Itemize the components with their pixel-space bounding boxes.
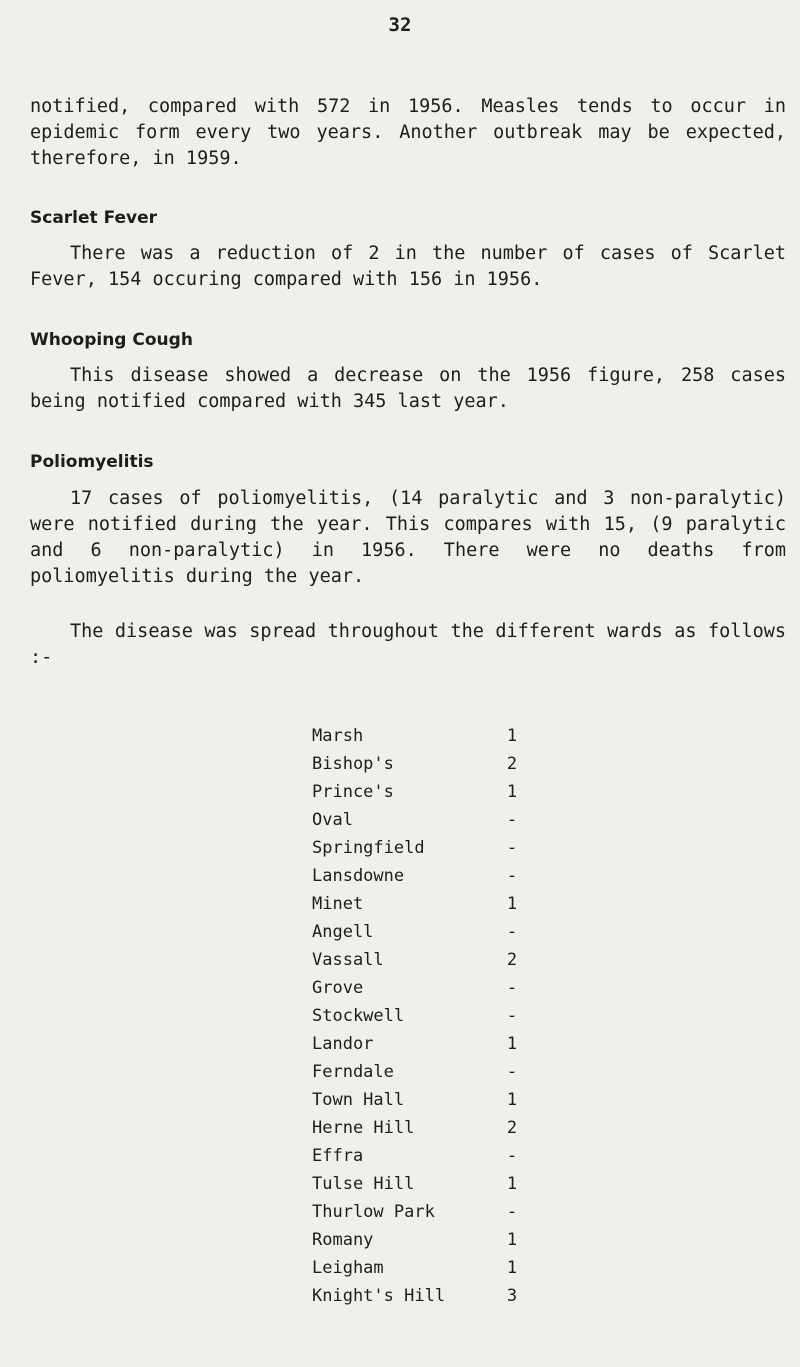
ward-name: Springfield (312, 838, 425, 858)
whooping-cough-heading: Whooping Cough (30, 330, 193, 350)
ward-name: Leigham (312, 1258, 384, 1278)
poliomyelitis-heading: Poliomyelitis (30, 452, 154, 472)
ward-name: Angell (312, 922, 374, 942)
ward-row (312, 1058, 532, 1086)
ward-row (312, 862, 532, 890)
ward-count: 1 (506, 1034, 518, 1054)
ward-name: Romany (312, 1230, 374, 1250)
page-number: 32 (388, 14, 412, 36)
intro-section (30, 94, 786, 172)
ward-row (312, 1030, 532, 1058)
ward-name: Stockwell (312, 1006, 405, 1026)
ward-count: 2 (506, 1118, 518, 1138)
poliomyelitis-text: 17 cases of poliomyelitis, (14 paralytic and 3 non-paralytic) were notified during the year. This compares with 15, (9 paralytic and 6 non-paralytic) in 1956. There were no deaths from poliomyelitis during the year. (30, 488, 786, 587)
ward-count: 1 (506, 1090, 518, 1110)
ward-row (312, 1198, 532, 1226)
ward-count: - (506, 922, 518, 942)
ward-count: 1 (506, 1230, 518, 1250)
ward-row (312, 974, 532, 1002)
ward-name: Herne Hill (312, 1118, 415, 1138)
ward-name: Prince's (312, 782, 394, 802)
ward-name: Town Hall (312, 1090, 405, 1110)
ward-row (312, 806, 532, 834)
ward-table (312, 722, 532, 1310)
ward-name: Tulse Hill (312, 1174, 415, 1194)
ward-name: Knight's Hill (312, 1286, 446, 1306)
poliomyelitis-spread-text: The disease was spread throughout the different wards as follows :- (30, 621, 786, 668)
ward-name: Lansdowne (312, 866, 405, 886)
ward-count: 2 (506, 950, 518, 970)
ward-count: - (506, 1202, 518, 1222)
ward-name: Thurlow Park (312, 1202, 435, 1222)
scarlet-fever-text: There was a reduction of 2 in the number of cases of Scarlet Fever, 154 occuring compared with 156 in 1956. (30, 243, 786, 290)
ward-row (312, 890, 532, 918)
ward-row (312, 918, 532, 946)
whooping-cough-section (30, 330, 786, 415)
ward-row (312, 778, 532, 806)
ward-count: 1 (506, 782, 518, 802)
ward-count: 3 (506, 1286, 518, 1306)
ward-count: - (506, 978, 518, 998)
ward-row (312, 722, 532, 750)
ward-row (312, 1226, 532, 1254)
ward-count: - (506, 810, 518, 830)
ward-name: Effra (312, 1146, 364, 1166)
ward-count: 1 (506, 894, 518, 914)
ward-row (312, 1086, 532, 1114)
ward-count: 1 (506, 726, 518, 746)
ward-count: - (506, 1062, 518, 1082)
ward-name: Vassall (312, 950, 384, 970)
scarlet-fever-section (30, 208, 786, 293)
ward-row (312, 1142, 532, 1170)
intro-paragraph: notified, compared with 572 in 1956. Measles tends to occur in epidemic form every two years. Another outbreak may be expected, therefore, in 1959. (30, 96, 786, 169)
ward-count: - (506, 866, 518, 886)
ward-name: Marsh (312, 726, 364, 746)
ward-name: Grove (312, 978, 364, 998)
whooping-cough-text: This disease showed a decrease on the 1956 figure, 258 cases being notified compared with 345 last year. (30, 365, 786, 412)
ward-row (312, 1002, 532, 1030)
ward-row (312, 1254, 532, 1282)
ward-count: 1 (506, 1174, 518, 1194)
ward-row (312, 1114, 532, 1142)
ward-row (312, 946, 532, 974)
ward-row (312, 750, 532, 778)
ward-count: - (506, 838, 518, 858)
ward-name: Oval (312, 810, 353, 830)
ward-row (312, 1282, 532, 1310)
ward-name: Minet (312, 894, 364, 914)
ward-name: Bishop's (312, 754, 394, 774)
ward-row (312, 834, 532, 862)
ward-count: - (506, 1146, 518, 1166)
ward-row (312, 1170, 532, 1198)
scarlet-fever-heading: Scarlet Fever (30, 208, 158, 228)
ward-count: 1 (506, 1258, 518, 1278)
poliomyelitis-section (30, 452, 786, 671)
ward-name: Landor (312, 1034, 374, 1054)
ward-count: - (506, 1006, 518, 1026)
ward-count: 2 (506, 754, 518, 774)
ward-name: Ferndale (312, 1062, 394, 1082)
